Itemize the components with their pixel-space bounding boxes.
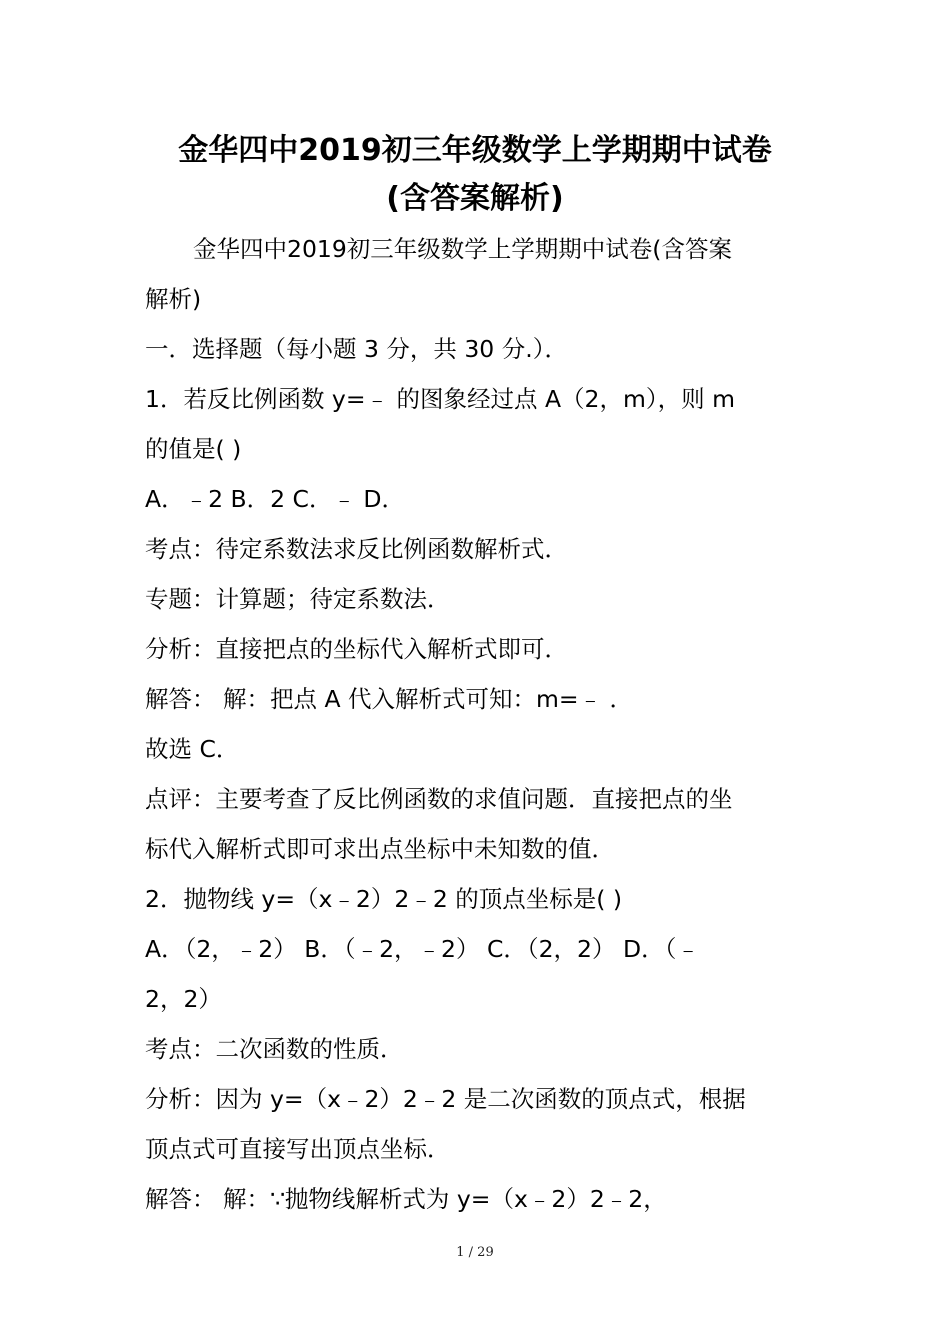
question-1: 1．若反比例函数 y=﹣ 的图象经过点 A（2，m），则 m <box>145 385 735 413</box>
body-line: 金华四中2019初三年级数学上学期期中试卷(含答案 <box>193 235 732 263</box>
document-title-line-2: (含答案解析) <box>386 181 564 216</box>
body-line: 专题：计算题；待定系数法． <box>145 585 451 613</box>
body-line: 分析：因为 y=（x﹣2）2﹣2 是二次函数的顶点式，根据 <box>145 1085 746 1113</box>
body-line: 故选 C． <box>145 735 240 763</box>
body-line: 点评：主要考查了反比例函数的求值问题．直接把点的坐 <box>145 785 733 813</box>
page-number: 1 / 29 <box>456 1245 494 1260</box>
body-line: 解析) <box>145 285 202 313</box>
document-title-line-1: 金华四中2019初三年级数学上学期期中试卷 <box>178 133 772 168</box>
body-line: 顶点式可直接写出顶点坐标． <box>145 1135 451 1163</box>
section-heading: 一．选择题（每小题 3 分，共 30 分.）． <box>145 335 568 363</box>
body-line: 2，2） <box>145 985 222 1013</box>
body-line: 考点：待定系数法求反比例函数解析式． <box>145 535 568 563</box>
question-2: 2．抛物线 y=（x﹣2）2﹣2 的顶点坐标是( ) <box>145 885 623 913</box>
options-line: A．﹣2 B．2 C．﹣ D． <box>145 485 406 513</box>
options-line: A．（2，﹣2） B．（﹣2，﹣2） C．（2，2） D．（﹣ <box>145 935 700 963</box>
body-line: 解答： 解：把点 A 代入解析式可知：m=﹣ ． <box>145 685 634 713</box>
body-line: 解答： 解：∵抛物线解析式为 y=（x﹣2）2﹣2， <box>145 1185 667 1213</box>
body-line: 分析：直接把点的坐标代入解析式即可． <box>145 635 568 663</box>
body-line: 的值是( ) <box>145 435 242 463</box>
body-line: 考点：二次函数的性质． <box>145 1035 404 1063</box>
body-line: 标代入解析式即可求出点坐标中未知数的值． <box>145 835 615 863</box>
